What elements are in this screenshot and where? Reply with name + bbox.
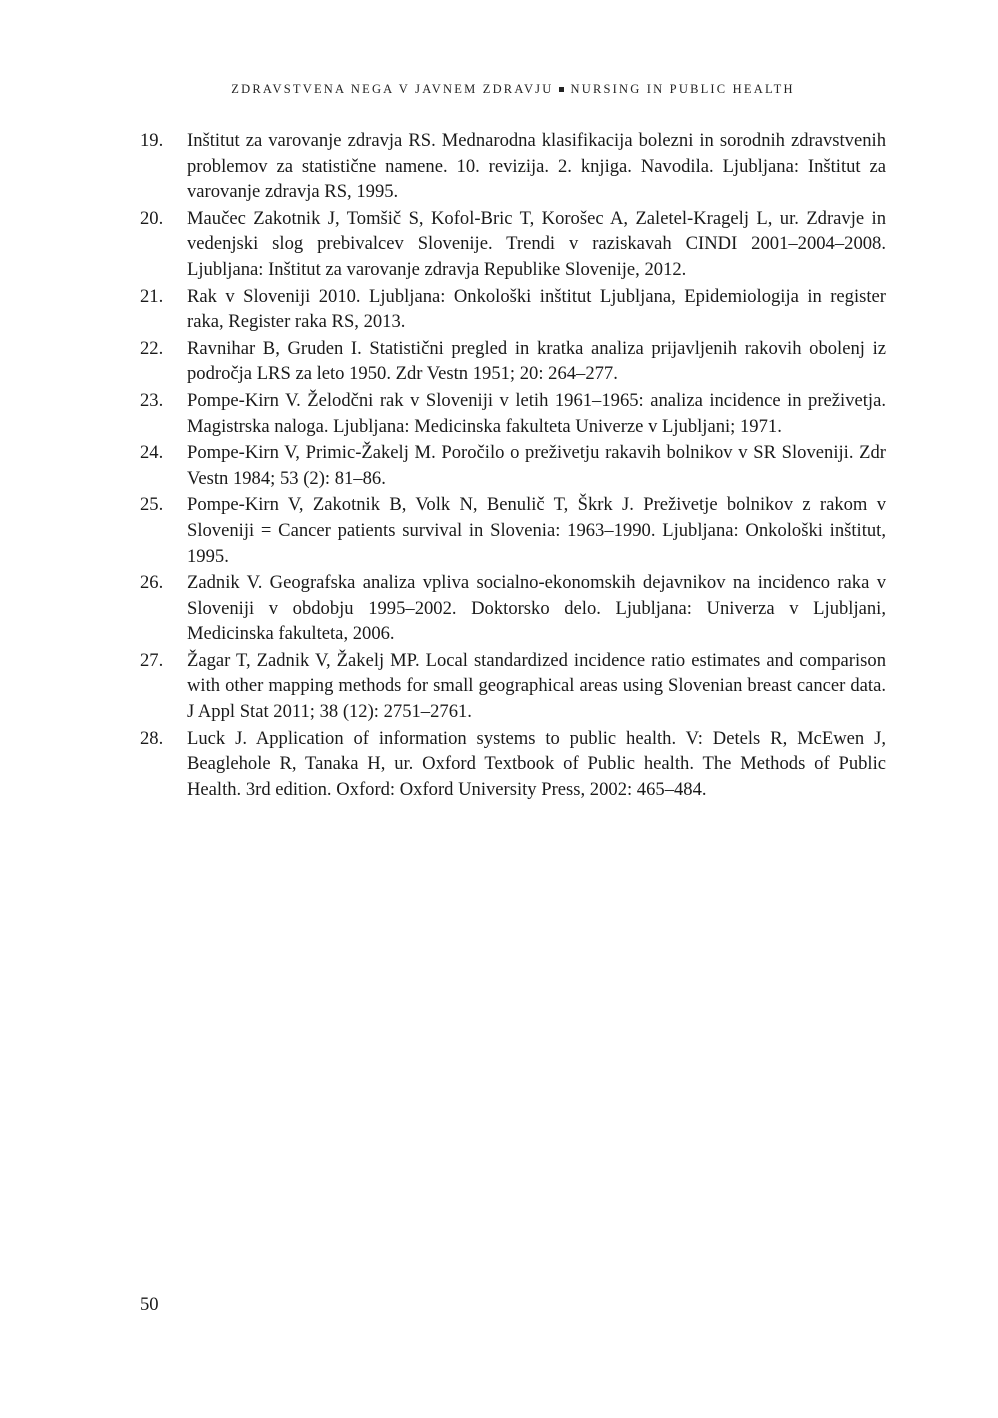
reference-item-19: [140, 128, 886, 205]
reference-text: Zadnik V. Geografska analiza vpliva socialno-ekonomskih dejavnikov na incidenco raka v Sloveniji v obdobju 1995–2002. Doktorsko delo. Ljubljana: Univerza v Ljubljani, Medicinska fakulteta, 2006.: [187, 572, 886, 645]
reference-number: 24.: [140, 442, 164, 464]
reference-item-23: [140, 388, 886, 439]
reference-text: Pompe-Kirn V. Želodčni rak v Sloveniji v letih 1961–1965: analiza incidence in preživetja. Magistrska naloga. Ljubljana: Medicinska fakulteta Univerze v Ljubljani; 1971.: [187, 389, 886, 437]
reference-text: Maučec Zakotnik J, Tomšič S, Kofol-Bric T, Korošec A, Zaletel-Kragelj L, ur. Zdravje in vedenjski slog prebivalcev Slovenije. Trendi v raziskavah CINDI 2001–2004–2008. Ljubljana: Inštitut za varovanje zdravja Republike Slovenije, 2012.: [187, 207, 886, 280]
reference-number: 22.: [140, 337, 164, 359]
page-number: 50: [140, 1294, 159, 1315]
reference-item-21: [140, 284, 886, 335]
reference-number: 27.: [140, 649, 164, 671]
reference-number: 19.: [140, 130, 164, 151]
reference-item-27: [140, 648, 886, 725]
reference-number: 20.: [140, 207, 164, 229]
reference-number: 26.: [140, 572, 164, 594]
header-separator-bullet-icon: [559, 87, 564, 92]
reference-text: Inštitut za varovanje zdravja RS. Mednarodna klasifikacija bolezni in sorodnih zdravstvenih problemov za statistične namene. 10. revizija. 2. knjiga. Navodila. Ljubljana: Inštitut za varovanje zdravja RS, 1995.: [187, 130, 886, 203]
reference-text: Žagar T, Zadnik V, Žakelj MP. Local standardized incidence ratio estimates and comparison with other mapping methods for small geographical areas using Slovenian breast cancer data. J Appl Stat 2011; 38 (12): 2751–2761.: [187, 649, 886, 723]
reference-item-28: [140, 726, 886, 803]
reference-number: 28.: [140, 727, 164, 749]
reference-number: 25.: [140, 494, 164, 516]
reference-number: 21.: [140, 285, 164, 307]
reference-text: Luck J. Application of information systems to public health. V: Detels R, McEwen J, Beaglehole R, Tanaka H, ur. Oxford Textbook of Public health. The Methods of Public Health. 3rd edition. Oxford: Oxford University Press, 2002: 465–484.: [187, 727, 886, 800]
reference-item-20: [140, 206, 886, 283]
reference-number: 23.: [140, 389, 164, 411]
reference-text: Ravnihar B, Gruden I. Statistični pregled in kratka analiza prijavljenih rakovih obolenj iz področja LRS za leto 1950. Zdr Vestn 1951; 20: 264–277.: [187, 337, 886, 385]
reference-text: Pompe-Kirn V, Zakotnik B, Volk N, Benulič T, Škrk J. Preživetje bolnikov z rakom v Sloveniji = Cancer patients survival in Slovenia: 1963–1990. Ljubljana: Onkološki inštitut, 1995.: [187, 494, 886, 567]
running-header: [140, 82, 886, 97]
reference-item-24: [140, 440, 886, 491]
running-header-right: NURSING IN PUBLIC HEALTH: [570, 82, 795, 96]
reference-text: Pompe-Kirn V, Primic-Žakelj M. Poročilo o preživetju rakavih bolnikov v SR Sloveniji. Zdr Vestn 1984; 53 (2): 81–86.: [187, 442, 886, 489]
reference-item-26: [140, 570, 886, 647]
reference-text: Rak v Sloveniji 2010. Ljubljana: Onkološki inštitut Ljubljana, Epidemiologija in register raka, Register raka RS, 2013.: [187, 285, 886, 333]
reference-item-25: [140, 492, 886, 569]
running-header-left: ZDRAVSTVENA NEGA V JAVNEM ZDRAVJU: [231, 82, 554, 96]
reference-list: [140, 128, 886, 803]
reference-item-22: [140, 336, 886, 387]
